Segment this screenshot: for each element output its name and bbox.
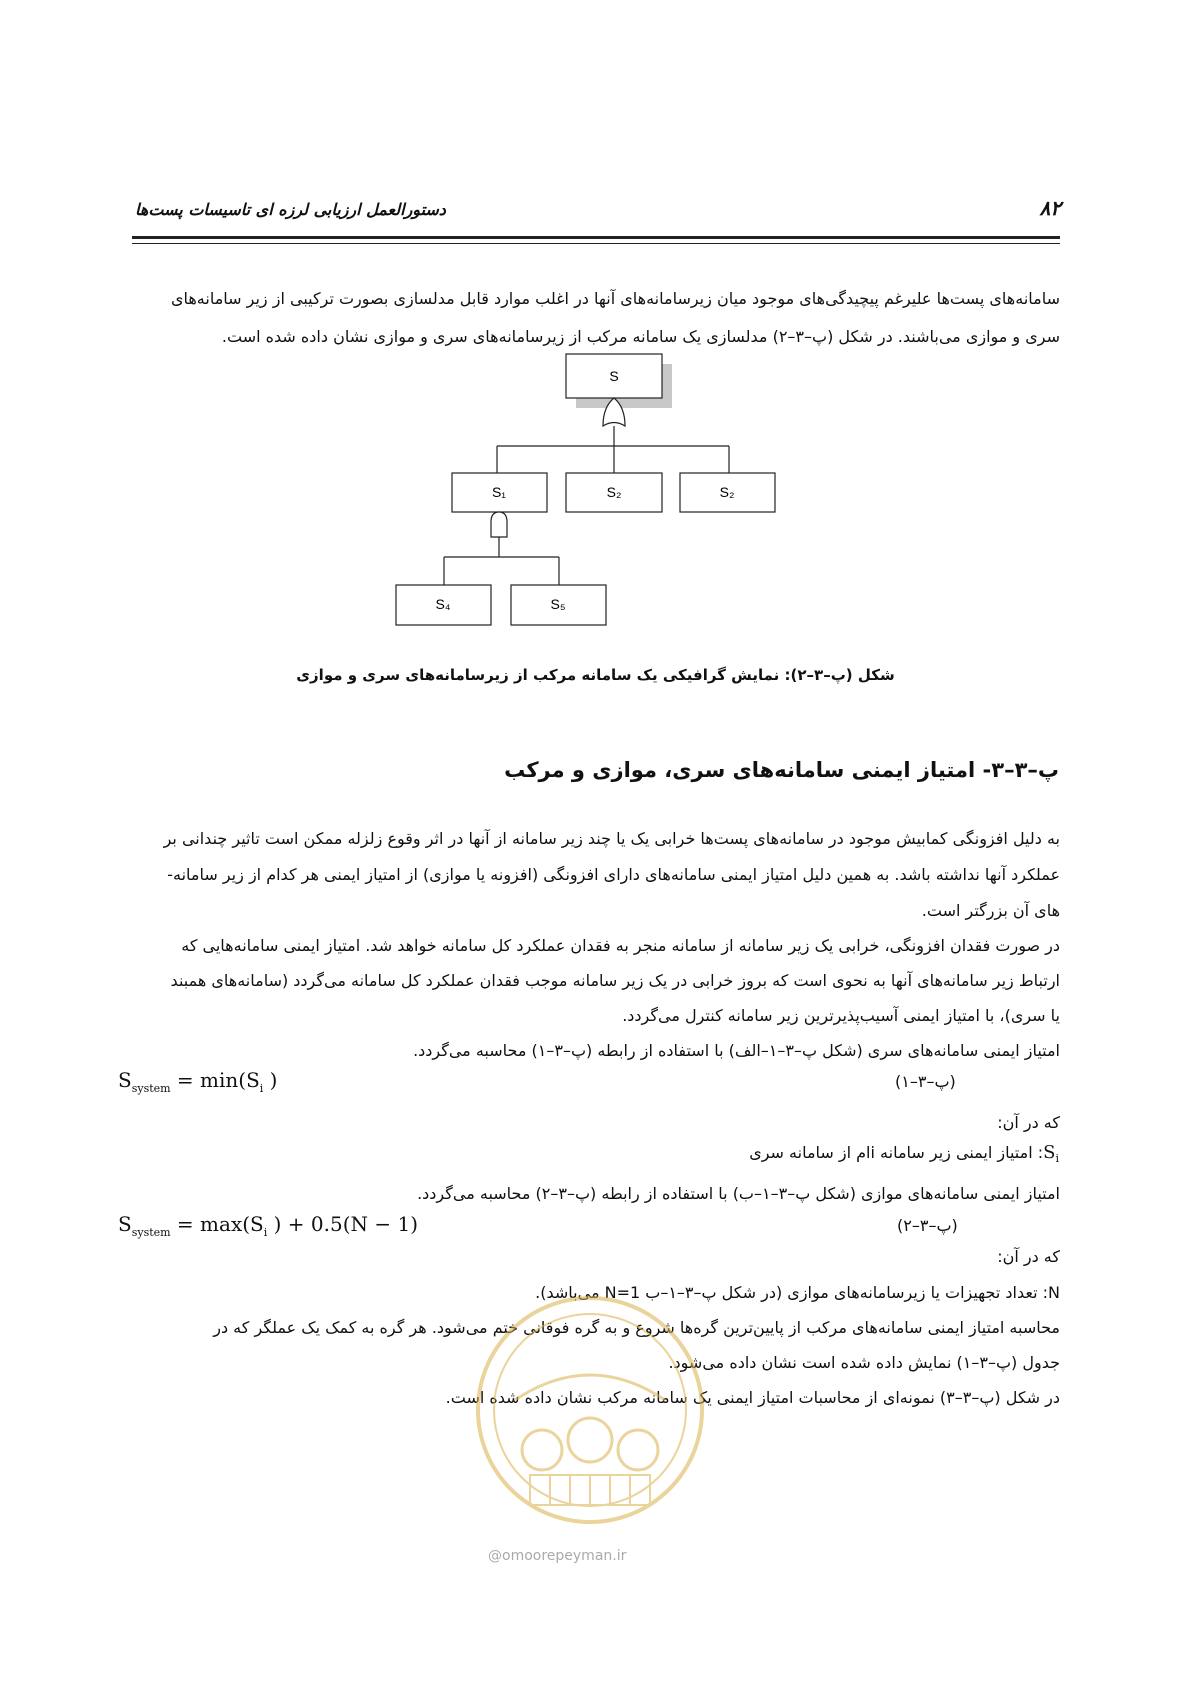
watermark-site: @omoorepeyman.ir: [488, 1548, 627, 1564]
p6-line: در شکل (پ–۳–۳) نمونه‌ای از محاسبات امتیاز ایمنی یک سامانه مرکب نشان داده شده است.: [445, 1388, 1060, 1407]
p3-line: امتیاز ایمنی سامانه‌های سری (شکل پ–۳–۱–الف) با استفاده از رابطه (پ–۳–۱) محاسبه می‌گردد.: [413, 1041, 1060, 1060]
p2-line-2: ارتباط زیر سامانه‌های آنها به نحوی است که بروز خرابی در یک زیر سامانه موجب فقدان عملکرد کل سامانه می‌گردد (سامانه‌های همبند: [170, 971, 1060, 990]
node-label-s1: S₁: [491, 484, 507, 500]
and-gate-icon: [491, 512, 507, 537]
intro-line-1: سامانه‌های پست‌ها علیرغم پیچیدگی‌های موجود میان زیرسامانه‌های آنها در اغلب موارد قابل مدلسازی بصورت ترکیبی از زیر سامانه‌های: [170, 289, 1060, 308]
p5-line-2: جدول (پ–۳–۱) نمایش داده شده است نشان داده می‌شود.: [668, 1353, 1060, 1372]
p1-line-2: عملکرد آنها نداشته باشد. به همین دلیل امتیاز ایمنی سامانه‌های دارای افزونگی (افزونه یا موازی) از امتیاز ایمنی هر کدام از زیر سامانه-: [167, 865, 1060, 884]
page-number: ۸۲: [1039, 196, 1061, 220]
node-label-s4: S₄: [435, 596, 451, 612]
p1-line-1: به دلیل افزونگی کمابیش موجود در سامانه‌های پست‌ها خرابی یک یا چند زیر سامانه از آنها در اثر وقوع زلزله ممکن است تاثیر چندانی بر: [163, 829, 1060, 848]
where-2: که در آن:: [997, 1247, 1060, 1266]
p5-line-1: محاسبه امتیاز ایمنی سامانه‌های مرکب از پایین‌ترین گره‌ها شروع و به گره فوقانی ختم می‌شود. هر گره به کمک یک عملگر که در: [213, 1318, 1060, 1337]
intro-line-2: سری و موازی می‌باشند. در شکل (پ–۳–۲) مدلسازی یک سامانه مرکب از زیرسامانه‌های سری و موازی نشان داده شده است.: [221, 327, 1060, 346]
watermark-seal: [470, 1290, 710, 1530]
top-node-label: S: [609, 368, 619, 384]
equation-2: $S_{system} = \max(S_i$ ) + 0.5(N − 1): [118, 1212, 419, 1239]
node-label-s2b: S₂: [719, 484, 735, 500]
node-label-s5: S₅: [550, 596, 566, 612]
p2-line-1: در صورت فقدان افزونگی، خرابی یک زیر سامانه از سامانه منجر به فقدان عملکرد کل سامانه خواهد شد. امتیاز ایمنی سامانه‌هایی که: [181, 936, 1060, 955]
p4-line: امتیاز ایمنی سامانه‌های موازی (شکل پ–۳–۱–ب) با استفاده از رابطه (پ–۳–۲) محاسبه می‌گردد.: [417, 1184, 1060, 1203]
figure-caption: شکل (پ–۳–۲): نمایش گرافیکی یک سامانه مرکب از زیرسامانه‌های سری و موازی: [296, 666, 895, 684]
equation-2-number: (پ–۳–۲): [897, 1216, 958, 1235]
p1-line-3: های آن بزرگتر است.: [921, 901, 1060, 920]
def-1: $S_i$: امتیاز ایمنی زیر سامانه iام از سامانه سری: [749, 1142, 1059, 1166]
equation-1: $S_{system} = \min(S_i$ ): [118, 1068, 278, 1095]
running-title: دستورالعمل ارزیابی لرزه ای تاسیسات پست‌ها: [135, 200, 446, 219]
section-heading: پ–۳–۳- امتیاز ایمنی سامانه‌های سری، موازی و مرکب: [504, 758, 1059, 782]
node-label-s2a: S₂: [606, 484, 622, 500]
def-2: N: تعداد تجهیزات یا زیرسامانه‌های موازی (در شکل پ–۳–۱–ب N=1 می‌باشد).: [535, 1283, 1060, 1302]
system-tree-diagram: [0, 0, 1191, 660]
where-1: که در آن:: [997, 1113, 1060, 1132]
equation-1-number: (پ–۳–۱): [895, 1072, 956, 1091]
p2-line-3: یا سری)، با امتیاز ایمنی آسیب‌پذیرترین زیر سامانه کنترل می‌گردد.: [622, 1006, 1060, 1025]
